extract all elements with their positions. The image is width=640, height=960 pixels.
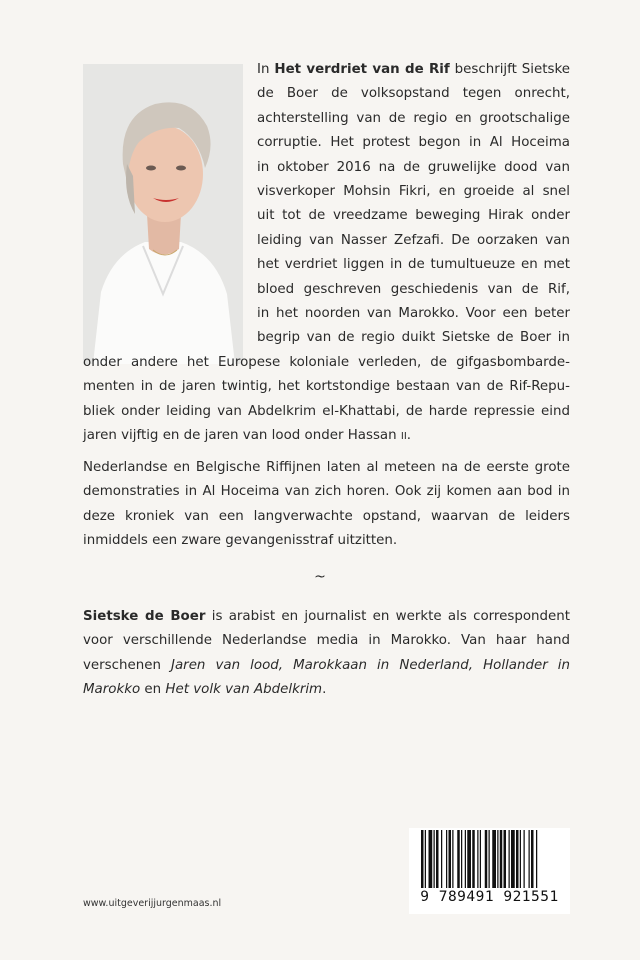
intro-line: begrip van de regio duikt Sietske de Boer in — [257, 330, 570, 346]
intro-line: In Het verdriet van de Rif beschrijft Sietske — [257, 62, 570, 77]
intro-line: visverkoper Mohsin Fikri, en groeide al snel — [257, 184, 570, 200]
intro-line: onder andere het Europese koloniale verleden, de gifgasbombarde- — [83, 354, 570, 370]
intro-line: bloed geschreven geschiedenis van de Rif, — [257, 281, 570, 297]
intro-line: achterstelling van de regio en grootschalige — [257, 110, 570, 126]
intro-line: in oktober 2016 na de gruwelijke dood van — [257, 159, 570, 175]
intro-line: jaren vijftig en de jaren van lood onder Hassan II. — [83, 428, 412, 444]
intro-line: bliek onder leiding van Abdelkrim el-Khattabi, de harde repressie eind — [83, 403, 570, 419]
book-title: Het verdriet van de Rif — [274, 62, 450, 77]
intro-paragraph — [83, 58, 570, 450]
intro-line: uit tot de vreedzame beweging Hirak onder — [257, 208, 570, 224]
author-bio: Sietske de Boer is arabist en journalist en werkte als correspondent voor verschillende Nederlandse media in Marokko. Van haar hand verschenen Jaren van lood, Marokkaan in Nederland, Hollander in Marokko en Het volk van Abdelkrim. — [83, 609, 571, 698]
intro-line: de Boer de volksopstand tegen onrecht, — [257, 86, 570, 102]
isbn-number: 9 789491 921551 — [420, 889, 559, 905]
separator-tilde: ~ — [314, 569, 326, 585]
publisher-url: www.uitgeverijjurgenmaas.nl — [83, 898, 222, 909]
intro-line: leiding van Nasser Zefzafi. De oorzaken van — [257, 232, 570, 248]
book-titles: Jaren van lood, Marokkaan in Nederland, Hollander in Marokko — [83, 657, 571, 698]
intro-line: het verdriet liggen in de tumultueuze en met — [257, 257, 570, 273]
riffijnen-paragraph: Nederlandse en Belgische Riffijnen laten al meteen na de eerste grote demonstraties in Al Hoceima van zich horen. Ook zij komen aan bod in deze kroniek van een langverwachte opstand, waarvan de leiders inmiddels een zware gevangenisstraf uitzitten. — [83, 460, 570, 549]
intro-line: in het noorden van Marokko. Voor een beter — [257, 306, 570, 322]
intro-line: menten in de jaren twintig, het kortstondige bestaan van de Rif-Repu- — [83, 379, 570, 395]
book-title-volk: Het volk van Abdelkrim — [165, 682, 323, 698]
author-name: Sietske de Boer — [83, 609, 206, 624]
intro-line: corruptie. Het protest begon in Al Hoceima — [257, 135, 570, 151]
